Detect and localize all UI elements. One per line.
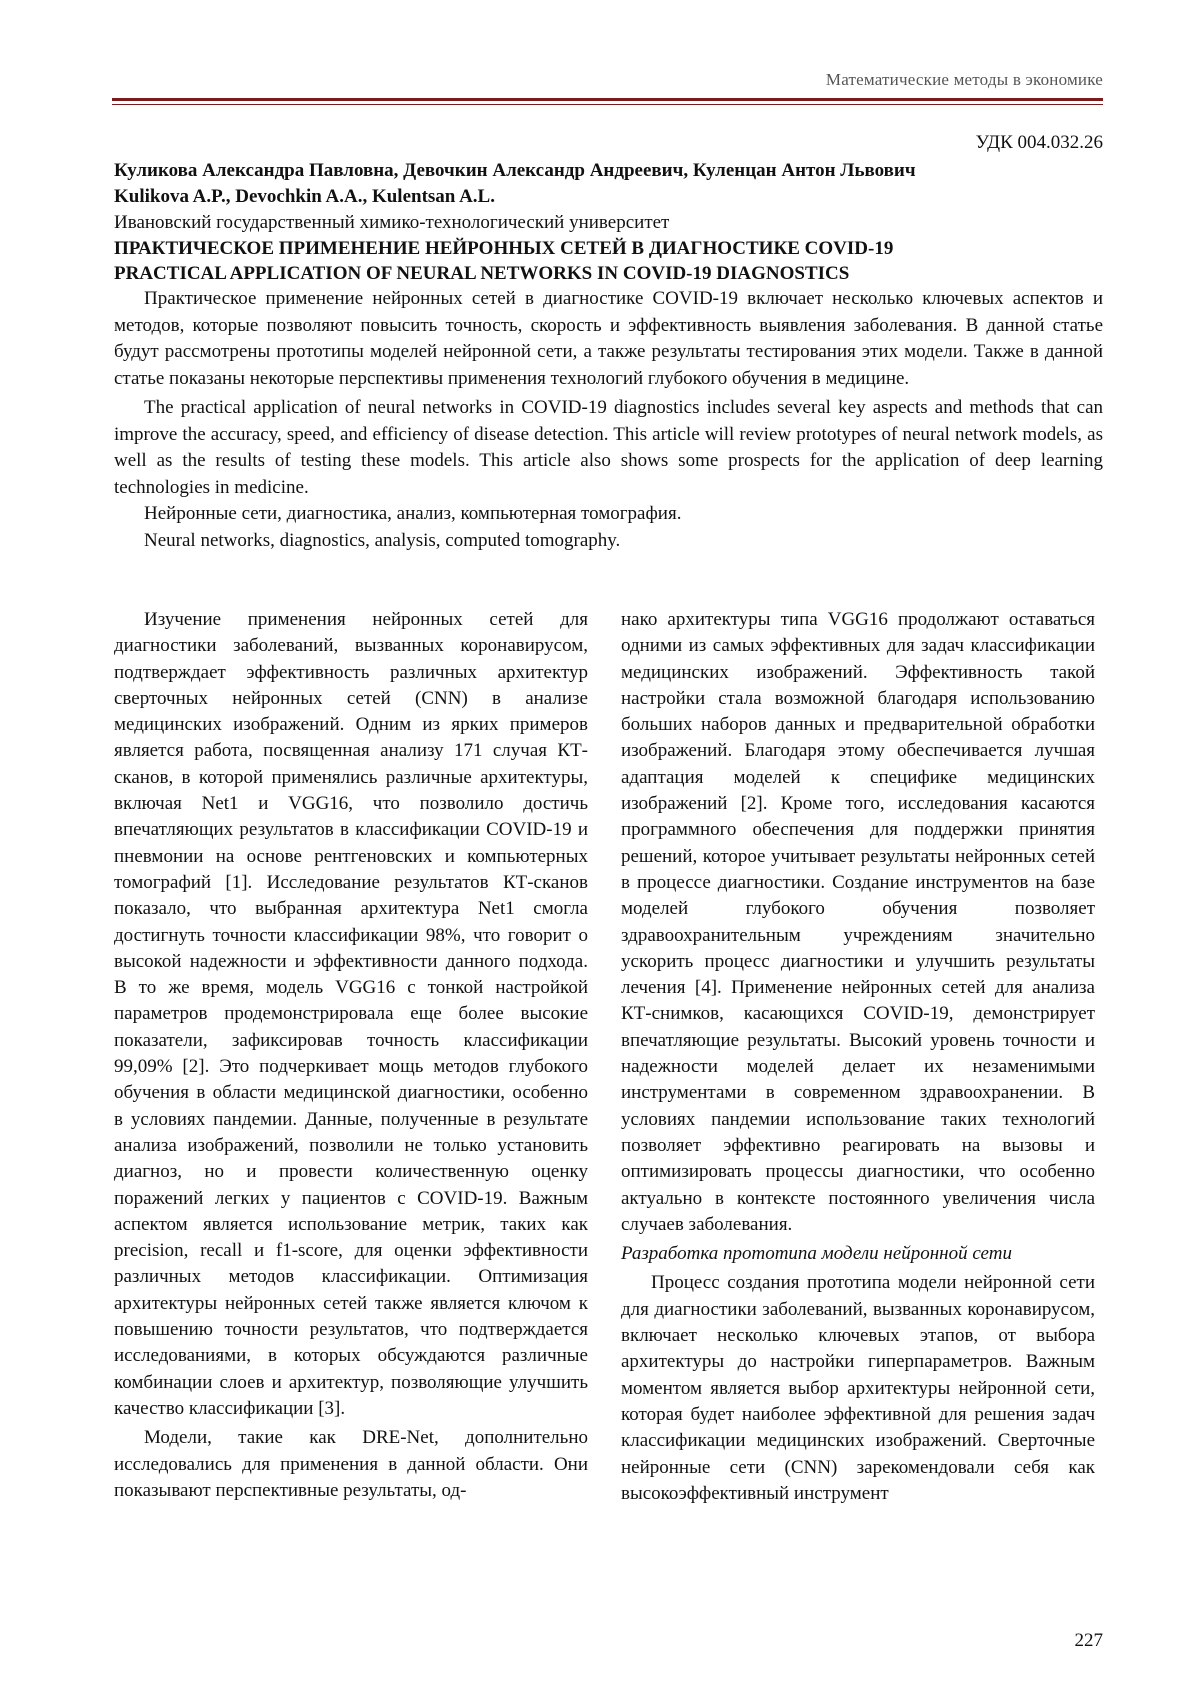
- body-column-right: [621, 607, 1095, 1507]
- authors-russian: Куликова Александра Павловна, Девочкин Александр Андреевич, Куленцан Антон Львович: [114, 160, 916, 181]
- header-rule-thick: [112, 98, 1103, 101]
- header-rule-thin: [112, 104, 1103, 105]
- running-title: Математические методы в экономике: [825, 70, 1103, 89]
- affiliation: Ивановский государственный химико-технологический университет: [114, 212, 670, 233]
- abstract-english: The practical application of neural networks in COVID-19 diagnostics includes several key aspects and methods that can improve the accuracy, speed, and efficiency of disease detection. This article will review prototypes of neural network models, as well as the results of testing these models. This article also shows some prospects for the application of deep learning technologies in medicine.: [114, 397, 1103, 498]
- page-number: 227: [1074, 1630, 1103, 1651]
- section-subheading: Разработка прототипа модели нейронной сети: [621, 1243, 1012, 1265]
- udk-code: УДК 004.032.26: [975, 132, 1103, 153]
- title-english: PRACTICAL APPLICATION OF NEURAL NETWORKS IN COVID-19 DIAGNOSTICS: [114, 263, 850, 284]
- abstract: [114, 286, 1103, 501]
- authors-english: Kulikova A.P., Devochkin A.A., Kulentsan A.L.: [114, 186, 495, 207]
- body-column-left: [114, 607, 588, 1504]
- keywords-russian: Нейронные сети, диагностика, анализ, компьютерная томография.: [144, 503, 682, 524]
- abstract-russian: Практическое применение нейронных сетей в диагностике COVID-19 включает несколько ключевых аспектов и методов, которые позволяют повысить точность, скорость и эффективность выявления заболевания. В данной статье будут рассмотрены прототипы моделей нейронной сети, а также результаты тестирования этих модели. Также в данной статье показаны некоторые перспективы применения технологий глубокого обучения в медицине.: [114, 288, 1103, 389]
- body-paragraph: Процесс создания прототипа модели нейронной сети для диагностики заболеваний, вызванных коронавирусом, включает несколько ключевых этапов, от выбора архитектуры до настройки гиперпараметров. Важным моментом является выбор архитектуры нейронной сети, которая будет наиболее эффективной для решения задач классификации медицинских изображений. Сверточные нейронные сети (CNN) зарекомендовали себя как высокоэффективный инструмент: [621, 1272, 1095, 1504]
- article-front-matter: [114, 130, 1103, 554]
- body-paragraph: Изучение применения нейронных сетей для диагностики заболеваний, вызванных коронавирусом, подтверждает эффективность различных архитектур сверточных нейронных сетей (CNN) в анализе медицинских изображений. Одним из ярких примеров является работа, посвященная анализу 171 случая КТ-сканов, в которой применялись различные архитектуры, включая Net1 и VGG16, что позволило достичь впечатляющих результатов в классификации COVID-19 и пневмонии на основе рентгеновских и компьютерных томографий [1]. Исследование результатов КТ-сканов показало, что выбранная архитектура Net1 смогла достигнуть точности классификации 98%, что говорит о высокой надежности и эффективности данного подхода. В то же время, модель VGG16 с тонкой настройкой параметров продемонстрировала еще более высокие показатели, зафиксировав точность классификации 99,09% [2]. Это подчеркивает мощь методов глубокого обучения в области медицинской диагностики, особенно в условиях пандемии. Данные, полученные в результате анализа изображений, позволили не только установить диагноз, но и провести количественную оценку поражений легких у пациентов с COVID-19. Важным аспектом является использование метрик, таких как precision, recall и f1-score, для оценки эффективности различных методов классификации. Оптимизация архитектуры нейронных сетей также является ключом к повышению точности результатов, что подтверждается исследованиями, в которых обсуждаются различные комбинации слоев и архитектур, позволяющие улучшить качество классификации [3].: [114, 609, 588, 1419]
- body-paragraph: Модели, такие как DRE-Net, дополнительно исследовались для применения в данной области. Они показывают перспективные результаты, од-: [114, 1427, 588, 1501]
- title-russian: ПРАКТИЧЕСКОЕ ПРИМЕНЕНИЕ НЕЙРОННЫХ СЕТЕЙ В ДИАГНОСТИКЕ COVID-19: [114, 238, 894, 259]
- keywords-english: Neural networks, diagnostics, analysis, computed tomography.: [144, 529, 621, 551]
- body-paragraph: нако архитектуры типа VGG16 продолжают оставаться одними из самых эффективных для задач классификации медицинских изображений. Эффективность такой настройки стала возможной благодаря использованию больших наборов данных и предварительной обработки изображений. Благодаря этому обеспечивается лучшая адаптация моделей к специфике медицинских изображений [2]. Кроме того, исследования касаются программного обеспечения для поддержки принятия решений, которое учитывает результаты нейронных сетей в процессе диагностики. Создание инструментов на базе моделей глубокого обучения позволяет здравоохранительным учреждениям значительно ускорить процесс диагностики и улучшить результаты лечения [4]. Применение нейронных сетей для анализа КТ-снимков, касающихся COVID-19, демонстрирует впечатляющие результаты. Высокий уровень точности и надежности моделей делает их незаменимыми инструментами в современном здравоохранении. В условиях пандемии использование таких технологий позволяет эффективно реагировать на вызовы и оптимизировать процессы диагностики, что особенно актуально в контексте постоянного увеличения числа случаев заболевания.: [621, 609, 1095, 1235]
